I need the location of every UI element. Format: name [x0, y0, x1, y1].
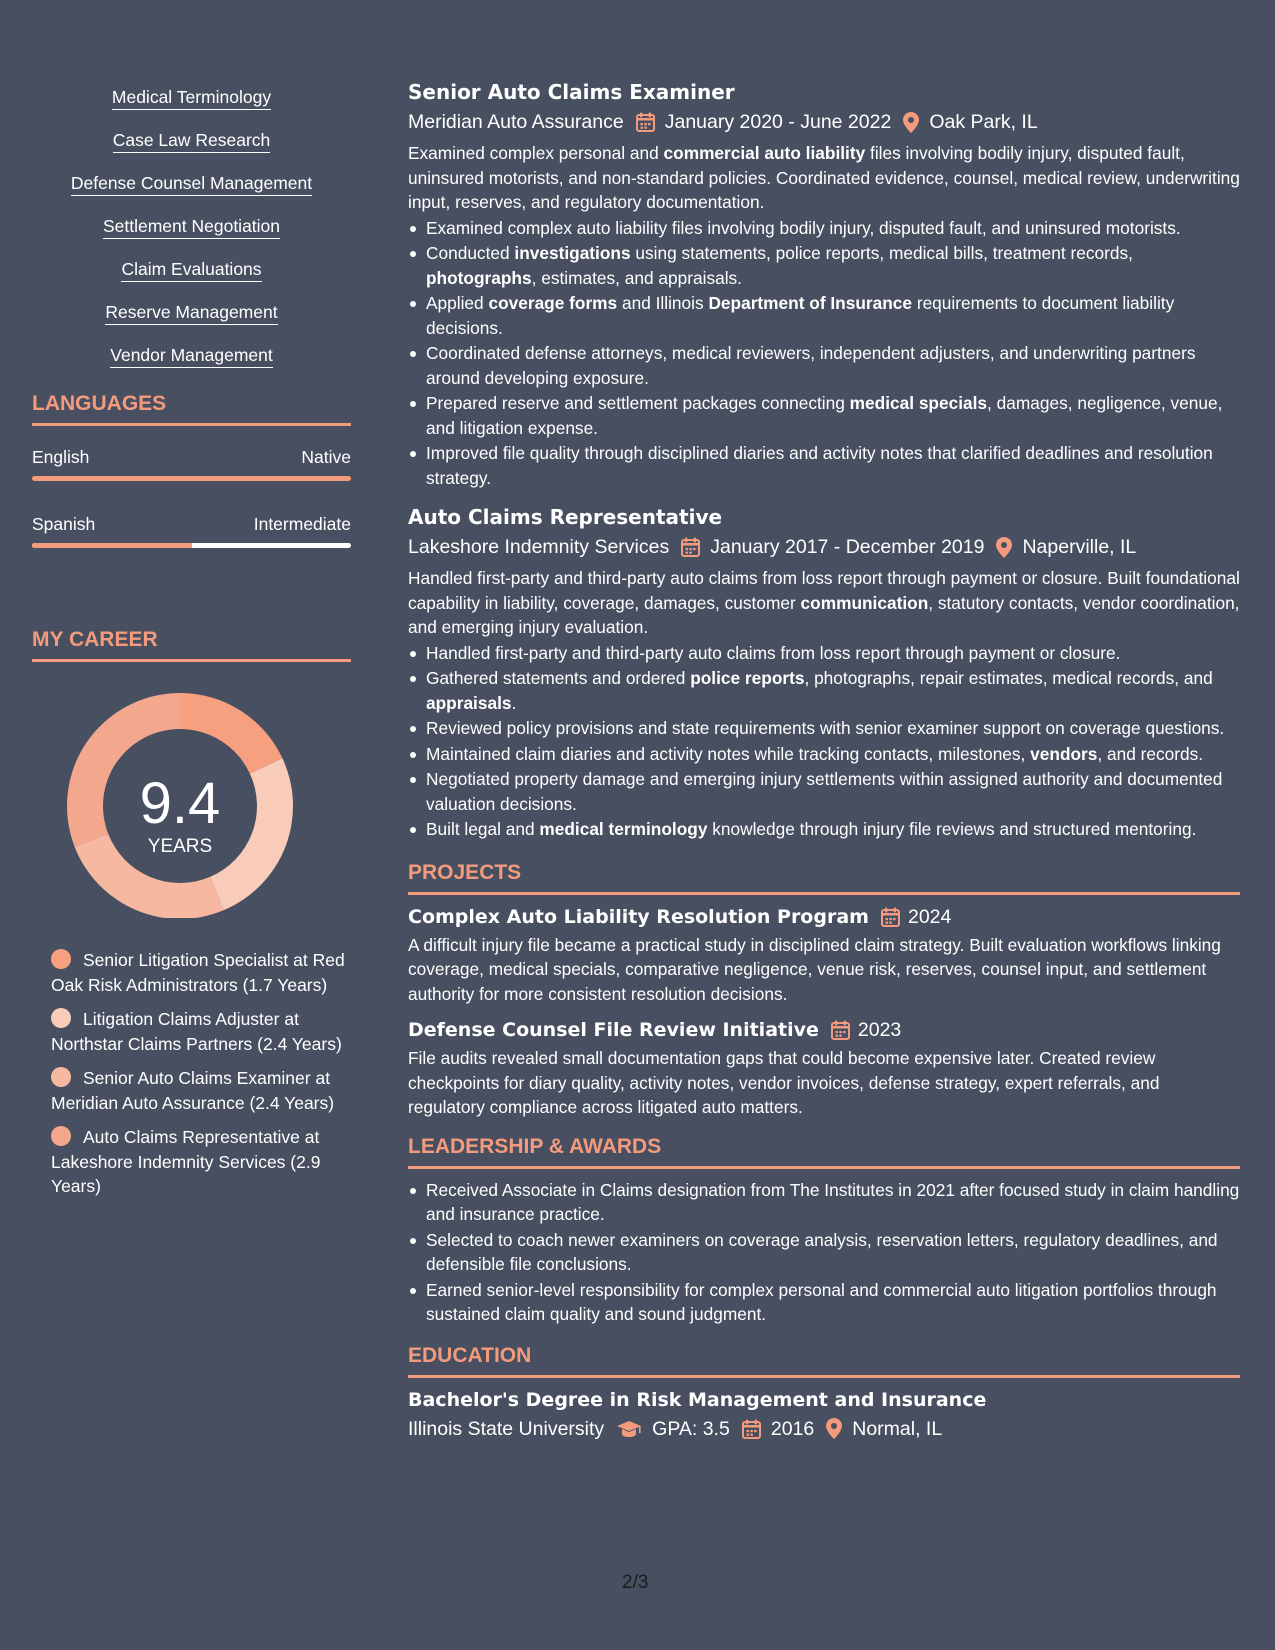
- project-description: File audits revealed small documentation gaps that could become expensive later. Created review checkpoints for diary quality, activity notes, vendor invoices, defense strategy, expert referrals, and regulatory compliance across litigated auto matters.: [408, 1048, 1160, 1117]
- graduation-cap-icon: [616, 1420, 642, 1438]
- language-level: Intermediate: [253, 514, 351, 534]
- page-number: 2/3: [622, 1572, 649, 1593]
- education-heading: EDUCATION: [408, 1343, 1240, 1378]
- career-total: 9.4: [139, 771, 221, 836]
- job-title: Senior Auto Claims Examiner: [408, 80, 735, 104]
- location-pin-icon: [996, 537, 1012, 558]
- job-bullets: [408, 216, 1240, 491]
- project-entry: [408, 1017, 1240, 1120]
- legend-dot-icon: [51, 949, 71, 969]
- project-year: 2023: [857, 1019, 902, 1041]
- job-company: Meridian Auto Assurance: [408, 111, 624, 133]
- skill-item: Reserve Management: [105, 301, 277, 325]
- bullet-item: Conducted investigations using statements, police reports, medical bills, treatment records, photographs, estimates, and appraisals.: [408, 241, 1240, 290]
- bullet-item: Improved file quality through disciplined diaries and activity notes that clarified deadlines and resolution strategy.: [408, 441, 1240, 490]
- career-legend: [32, 948, 351, 1199]
- bullet-item: Earned senior-level responsibility for complex personal and commercial auto litigation portfolios through sustained claim quality and sound judgment.: [408, 1278, 1240, 1327]
- legend-dot-icon: [51, 1008, 71, 1028]
- job-dates: January 2017 - December 2019: [710, 536, 985, 558]
- bullet-item: Negotiated property damage and emerging injury settlements within assigned authority and documented valuation decisions.: [408, 767, 1240, 816]
- calendar-icon: [681, 537, 700, 557]
- language-spanish: [32, 513, 351, 548]
- job-description: Handled first-party and third-party auto claims from loss report through payment or closure. Built foundational capability in liability, coverage, damages, customer communication, statutory contacts, vendor coordination, and emerging injury evaluation.: [408, 568, 1240, 637]
- career-donut-chart: [32, 678, 351, 918]
- career-legend-text: Senior Auto Claims Examiner at Meridian Auto Assurance (2.4 Years): [51, 1068, 335, 1113]
- bullet-item: Received Associate in Claims designation from The Institutes in 2021 after focused study in claim handling and insurance practice.: [408, 1178, 1240, 1227]
- school-name: Illinois State University: [408, 1417, 605, 1440]
- career-legend-text: Senior Litigation Specialist at Red Oak Risk Administrators (1.7 Years): [51, 950, 345, 995]
- bullet-item: Examined complex auto liability files involving bodily injury, disputed fault, and uninsured motorists.: [408, 216, 1240, 241]
- calendar-icon: [742, 1419, 761, 1439]
- skill-item: Case Law Research: [113, 129, 271, 153]
- graduation-year: 2016: [770, 1417, 815, 1440]
- education-meta: [408, 1416, 1240, 1442]
- language-name: English: [32, 447, 90, 467]
- calendar-icon: [881, 907, 900, 927]
- legend-dot-icon: [51, 1067, 71, 1087]
- project-title: Defense Counsel File Review Initiative: [408, 1019, 819, 1041]
- bullet-item: Built legal and medical terminology knowledge through injury file reviews and structured mentoring.: [408, 817, 1240, 842]
- job-dates: January 2020 - June 2022: [664, 111, 892, 133]
- bullet-item: Selected to coach newer examiners on coverage analysis, reservation letters, regulatory deadlines, and defensible file conclusions.: [408, 1228, 1240, 1277]
- language-bar-fill: [32, 476, 351, 481]
- bullet-item: Applied coverage forms and Illinois Department of Insurance requirements to document liability decisions.: [408, 291, 1240, 340]
- language-bar-fill: [32, 543, 192, 548]
- project-entry: [408, 904, 1240, 1007]
- language-bar: [32, 543, 351, 548]
- bullet-item: Handled first-party and third-party auto claims from loss report through payment or closure.: [408, 641, 1240, 666]
- leadership-heading: LEADERSHIP & AWARDS: [408, 1134, 1240, 1169]
- sidebar: [32, 0, 351, 1209]
- job-bullets: [408, 641, 1240, 842]
- career-legend-text: Litigation Claims Adjuster at Northstar Claims Partners (2.4 Years): [51, 1009, 342, 1054]
- project-title-row: [408, 904, 1240, 930]
- skill-item: Vendor Management: [110, 344, 272, 368]
- job-meta: [408, 109, 1240, 135]
- job-location: Naperville, IL: [1022, 536, 1137, 558]
- bullet-item: Reviewed policy provisions and state requirements with senior examiner support on coverage questions.: [408, 716, 1240, 741]
- career-unit: YEARS: [147, 836, 213, 857]
- languages-heading: LANGUAGES: [32, 391, 351, 426]
- language-bar: [32, 476, 351, 481]
- job-title: Auto Claims Representative: [408, 505, 723, 529]
- school-location: Normal, IL: [852, 1417, 943, 1440]
- job-meta: [408, 534, 1240, 560]
- skill-item: Claim Evaluations: [121, 258, 261, 282]
- job-entry: [408, 504, 1240, 842]
- bullet-item: Coordinated defense attorneys, medical reviewers, independent adjusters, and underwriting partners around developing exposure.: [408, 341, 1240, 390]
- calendar-icon: [831, 1020, 850, 1040]
- calendar-icon: [636, 112, 655, 132]
- bullet-item: Prepared reserve and settlement packages connecting medical specials, damages, negligence, venue, and litigation expense.: [408, 391, 1240, 440]
- language-english: [32, 446, 351, 481]
- skill-item: Settlement Negotiation: [103, 215, 280, 239]
- gpa: GPA: 3.5: [652, 1417, 730, 1440]
- career-legend-item: [51, 948, 351, 997]
- projects-heading: PROJECTS: [408, 860, 1240, 895]
- project-description: A difficult injury file became a practical study in disciplined claim strategy. Built evaluation workflows linking coverage, medical specials, comparative negligence, venue risk, reserves, counsel input, and settlement authority for more consistent resolution decisions.: [408, 934, 1221, 1004]
- career-legend-item: [51, 1125, 351, 1199]
- project-title-row: [408, 1017, 1240, 1043]
- job-description: Examined complex personal and commercial auto liability files involving bodily injury, disputed fault, uninsured motorists, and non-standard policies. Coordinated evidence, counsel, medical review, underwriting input, reserves, and regulatory documentation.: [408, 143, 1240, 212]
- donut-slice: [180, 693, 283, 774]
- leadership-list: [408, 1178, 1240, 1327]
- language-name: Spanish: [32, 514, 96, 534]
- donut-slice: [210, 758, 293, 910]
- location-pin-icon: [826, 1418, 842, 1439]
- project-year: 2024: [907, 905, 952, 928]
- skill-item: Defense Counsel Management: [71, 172, 312, 196]
- location-pin-icon: [903, 112, 919, 133]
- job-location: Oak Park, IL: [929, 111, 1038, 133]
- main-content: [408, 0, 1240, 1442]
- career-legend-item: [51, 1007, 351, 1056]
- project-title: Complex Auto Liability Resolution Program: [408, 905, 869, 928]
- job-entry: [408, 79, 1240, 490]
- job-company: Lakeshore Indemnity Services: [408, 536, 670, 558]
- skill-item: Medical Terminology: [112, 86, 271, 110]
- bullet-item: Maintained claim diaries and activity notes while tracking contacts, milestones, vendors, and records.: [408, 742, 1240, 767]
- career-legend-item: [51, 1066, 351, 1115]
- degree-title: Bachelor's Degree in Risk Management and Insurance: [408, 1388, 987, 1411]
- career-legend-text: Auto Claims Representative at Lakeshore Indemnity Services (2.9 Years): [51, 1127, 321, 1196]
- education-entry: [408, 1387, 1240, 1442]
- skills-list: [32, 86, 351, 368]
- language-level: Native: [301, 447, 351, 467]
- bullet-item: Gathered statements and ordered police reports, photographs, repair estimates, medical records, and appraisals.: [408, 666, 1240, 715]
- legend-dot-icon: [51, 1126, 71, 1146]
- career-heading: MY CAREER: [32, 627, 351, 662]
